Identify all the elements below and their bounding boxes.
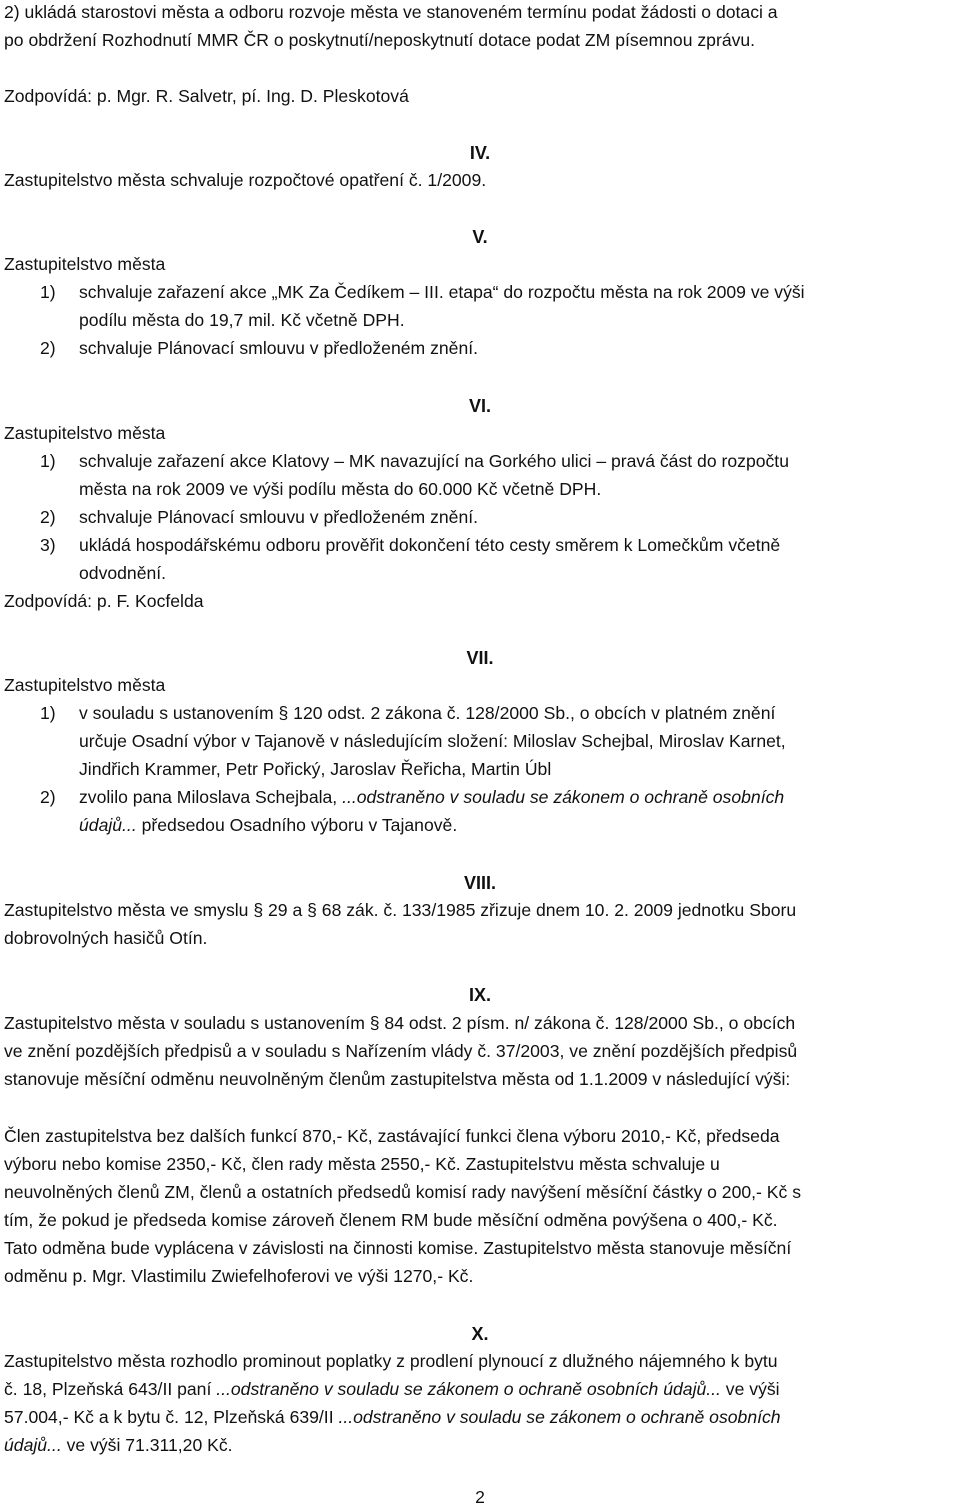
item-text: schvaluje zařazení akce „MK Za Čedíkem – III. etapa“ do rozpočtu města na rok 2009 ve výši: [79, 282, 805, 302]
item-number: 1): [40, 451, 56, 471]
paragraph-line: Člen zastupitelstva bez dalších funkcí 870,- Kč, zastávající funkci člena výboru 2010,- Kč, předseda: [4, 1126, 780, 1146]
item-text: schvaluje Plánovací smlouvu v předloženém znění.: [79, 338, 479, 358]
item-text: Jindřich Krammer, Petr Pořický, Jaroslav Řeřicha, Martin Úbl: [79, 759, 552, 779]
redaction-note: údajů...: [79, 815, 137, 835]
item-text: podílu města do 19,7 mil. Kč včetně DPH.: [79, 310, 405, 330]
paragraph-line: neuvolněných členů ZM, členů a ostatních předsedů komisí rady navýšení měsíční částky o 200,- Kč s: [4, 1182, 802, 1202]
section-heading-ix: IX.: [468, 985, 491, 1005]
responsible-line: Zodpovídá: p. F. Kocfelda: [4, 591, 204, 611]
resolution-text: [4, 1406, 781, 1428]
resolution-text: ve znění pozdějších předpisů a v souladu s Nařízením vlády č. 37/2003, ve znění pozdějších předpisů: [4, 1041, 798, 1061]
paragraph-line: tím, že pokud je předseda komise zároveň členem RM bude měsíční odměna povýšena o 400,- Kč.: [4, 1210, 778, 1230]
paragraph-line: Tato odměna bude vyplácena v závislosti na činnosti komise. Zastupitelstvo města stanovuje měsíční: [4, 1238, 792, 1258]
item-text: ukládá hospodářskému odboru prověřit dokončení této cesty směrem k Lomečkům včetně: [79, 535, 781, 555]
redaction-note: údajů...: [4, 1435, 62, 1455]
item-text: města na rok 2009 ve výši podílu města do 60.000 Kč včetně DPH.: [79, 479, 602, 499]
item-number: 1): [40, 282, 56, 302]
resolution-text: dobrovolných hasičů Otín.: [4, 928, 208, 948]
item-text: [79, 814, 457, 836]
section-intro: Zastupitelstvo města: [4, 423, 166, 443]
text-part: ve výši: [720, 1379, 780, 1399]
text-part: č. 18, Plzeňská 643/II paní: [4, 1379, 217, 1399]
paragraph-line: 2) ukládá starostovi města a odboru rozvoje města ve stanoveném termínu podat žádosti o dotaci a: [4, 2, 778, 22]
item-number: 1): [40, 703, 56, 723]
page-number: 2: [475, 1487, 485, 1507]
section-heading-vii: VII.: [466, 648, 494, 668]
resolution-text: [4, 1378, 780, 1400]
redaction-note: ...odstraněno v souladu se zákonem o ochraně osobních: [342, 787, 785, 807]
resolution-text: Zastupitelstvo města ve smyslu § 29 a § 68 zák. č. 133/1985 zřizuje dnem 10. 2. 2009 jednotku Sboru: [4, 900, 797, 920]
item-text: odvodnění.: [79, 563, 167, 583]
responsible-line: Zodpovídá: p. Mgr. R. Salvetr, pí. Ing. D. Pleskotová: [4, 86, 409, 106]
item-text-part: zvolilo pana Miloslava Schejbala,: [79, 787, 343, 807]
item-number: 2): [40, 787, 56, 807]
item-text: schvaluje Plánovací smlouvu v předloženém znění.: [79, 507, 479, 527]
section-intro: Zastupitelstvo města: [4, 254, 166, 274]
item-text: schvaluje zařazení akce Klatovy – MK navazující na Gorkého ulici – pravá část do rozpočtu: [79, 451, 789, 471]
item-number: 3): [40, 535, 56, 555]
text-part: ve výši 71.311,20 Kč.: [61, 1435, 233, 1455]
paragraph-line: odměnu p. Mgr. Vlastimilu Zwiefelhoferovi ve výši 1270,- Kč.: [4, 1266, 474, 1286]
resolution-text: Zastupitelstvo města schvaluje rozpočtové opatření č. 1/2009.: [4, 170, 487, 190]
section-intro: Zastupitelstvo města: [4, 675, 166, 695]
section-heading-x: X.: [471, 1324, 489, 1344]
text-part: 57.004,- Kč a k bytu č. 12, Plzeňská 639/II: [4, 1407, 339, 1427]
redaction-note: ...odstraněno v souladu se zákonem o ochraně osobních: [338, 1407, 781, 1427]
resolution-text: Zastupitelstvo města v souladu s ustanovením § 84 odst. 2 písm. n/ zákona č. 128/2000 Sb., o obcích: [4, 1013, 796, 1033]
item-number: 2): [40, 338, 56, 358]
resolution-text: Zastupitelstvo města rozhodlo prominout poplatky z prodlení plynoucí z dlužného nájemného k bytu: [4, 1351, 778, 1371]
resolution-text: [4, 1434, 233, 1456]
item-number: 2): [40, 507, 56, 527]
section-heading-viii: VIII.: [463, 873, 496, 893]
item-text: v souladu s ustanovením § 120 odst. 2 zákona č. 128/2000 Sb., o obcích v platném znění: [79, 703, 776, 723]
redaction-note: ...odstraněno v souladu se zákonem o ochraně osobních údajů...: [216, 1379, 721, 1399]
section-heading-v: V.: [472, 227, 488, 247]
resolution-text: stanovuje měsíční odměnu neuvolněným členům zastupitelstva města od 1.1.2009 v následující výši:: [4, 1069, 791, 1089]
section-heading-vi: VI.: [468, 396, 491, 416]
paragraph-line: výboru nebo komise 2350,- Kč, člen rady města 2550,- Kč. Zastupitelstvu města schvaluje u: [4, 1154, 720, 1174]
paragraph-line: po obdržení Rozhodnutí MMR ČR o poskytnutí/neposkytnutí dotace podat ZM písemnou zprávu.: [4, 30, 756, 50]
item-text-part: předsedou Osadního výboru v Tajanově.: [136, 815, 458, 835]
section-heading-iv: IV.: [469, 143, 491, 163]
item-text: určuje Osadní výbor v Tajanově v následujícím složení: Miloslav Schejbal, Miroslav Karnet,: [79, 731, 786, 751]
item-text: [79, 786, 784, 808]
